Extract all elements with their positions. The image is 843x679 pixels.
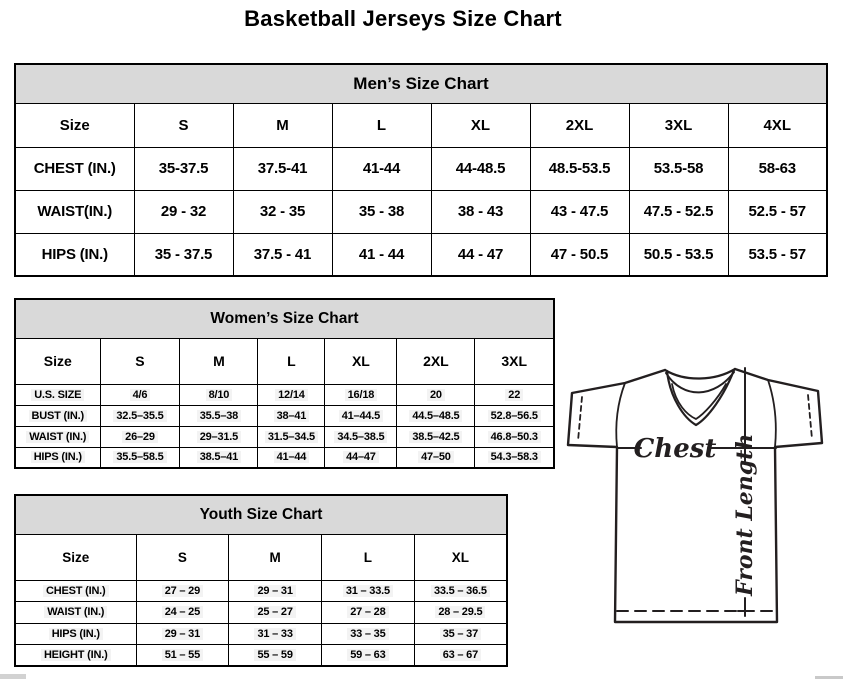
youth-header-row: [15, 534, 507, 580]
cutoff-ui-fragment-left: [0, 674, 26, 679]
mens-cell-value: 44 - 47: [431, 233, 530, 276]
youth-cell-value: 35 – 37: [414, 623, 507, 645]
mens-cell-value: 47.5 - 52.5: [629, 190, 728, 233]
mens-cell-value: 43 - 47.5: [530, 190, 629, 233]
womens-chart-title: Women’s Size Chart: [15, 299, 554, 338]
youth-cell-value: 59 – 63: [322, 645, 415, 667]
mens-column-header: S: [134, 103, 233, 147]
mens-cell-value: 50.5 - 53.5: [629, 233, 728, 276]
youth-table-row: [15, 602, 507, 624]
mens-cell-value: 41-44: [332, 147, 431, 190]
youth-cell-value: 31 – 33: [229, 623, 322, 645]
womens-cell-value: 31.5–34.5: [258, 426, 325, 447]
womens-row-label: WAIST (IN.): [15, 426, 100, 447]
womens-column-header: S: [100, 338, 180, 384]
youth-cell-value: 27 – 28: [322, 602, 415, 624]
womens-cell-value: 38.5–42.5: [397, 426, 475, 447]
womens-column-header: 3XL: [475, 338, 554, 384]
womens-cell-value: 22: [475, 384, 554, 405]
chest-label: Chest: [633, 434, 717, 464]
mens-cell-value: 58-63: [728, 147, 827, 190]
womens-table-row: [15, 384, 554, 405]
mens-column-header: XL: [431, 103, 530, 147]
mens-cell-value: 53.5-58: [629, 147, 728, 190]
womens-column-header: Size: [15, 338, 100, 384]
womens-row-label: BUST (IN.): [15, 405, 100, 426]
mens-chart-title: Men’s Size Chart: [15, 64, 827, 103]
youth-cell-value: 29 – 31: [229, 580, 322, 602]
mens-row-label: WAIST(IN.): [15, 190, 134, 233]
womens-table-row: [15, 426, 554, 447]
mens-cell-value: 44-48.5: [431, 147, 530, 190]
youth-cell-value: 27 – 29: [136, 580, 229, 602]
youth-cell-value: 29 – 31: [136, 623, 229, 645]
youth-cell-value: 24 – 25: [136, 602, 229, 624]
youth-cell-value: 51 – 55: [136, 645, 229, 667]
womens-cell-value: 16/18: [325, 384, 397, 405]
womens-cell-value: 4/6: [100, 384, 180, 405]
womens-cell-value: 26–29: [100, 426, 180, 447]
womens-cell-value: 29–31.5: [180, 426, 258, 447]
jersey-collar-arc-outer: [665, 369, 735, 379]
womens-cell-value: 38.5–41: [180, 447, 258, 468]
mens-row-label: HIPS (IN.): [15, 233, 134, 276]
womens-cell-value: 52.8–56.5: [475, 405, 554, 426]
womens-cell-value: 47–50: [397, 447, 475, 468]
youth-cell-value: 63 – 67: [414, 645, 507, 667]
womens-cell-value: 41–44.5: [325, 405, 397, 426]
womens-cell-value: 35.5–38: [180, 405, 258, 426]
mens-row-label: CHEST (IN.): [15, 147, 134, 190]
womens-cell-value: 8/10: [180, 384, 258, 405]
youth-cell-value: 31 – 33.5: [322, 580, 415, 602]
front-length-label: Front Length: [732, 433, 758, 596]
mens-cell-value: 47 - 50.5: [530, 233, 629, 276]
page-title: Basketball Jerseys Size Chart: [244, 6, 562, 31]
mens-table-row: [15, 233, 827, 276]
mens-column-header: 2XL: [530, 103, 629, 147]
mens-cell-value: 32 - 35: [233, 190, 332, 233]
womens-cell-value: 12/14: [258, 384, 325, 405]
youth-chart-title: Youth Size Chart: [15, 495, 507, 534]
womens-cell-value: 41–44: [258, 447, 325, 468]
youth-size-chart-table: [14, 494, 508, 667]
youth-cell-value: 33.5 – 36.5: [414, 580, 507, 602]
mens-cell-value: 37.5 - 41: [233, 233, 332, 276]
mens-cell-value: 53.5 - 57: [728, 233, 827, 276]
mens-cell-value: 35-37.5: [134, 147, 233, 190]
jersey-outline-drawing: [555, 360, 835, 632]
womens-header-row: [15, 338, 554, 384]
mens-column-header: Size: [15, 103, 134, 147]
womens-cell-value: 54.3–58.3: [475, 447, 554, 468]
youth-column-header: S: [136, 534, 229, 580]
mens-cell-value: 29 - 32: [134, 190, 233, 233]
womens-cell-value: 44.5–48.5: [397, 405, 475, 426]
jersey-measurement-diagram: [555, 360, 835, 632]
womens-cell-value: 44–47: [325, 447, 397, 468]
youth-table-row: [15, 645, 507, 667]
youth-column-header: M: [229, 534, 322, 580]
mens-cell-value: 35 - 37.5: [134, 233, 233, 276]
womens-column-header: M: [180, 338, 258, 384]
womens-size-chart-table: [14, 298, 555, 469]
womens-column-header: L: [258, 338, 325, 384]
womens-cell-value: 35.5–58.5: [100, 447, 180, 468]
womens-cell-value: 20: [397, 384, 475, 405]
mens-cell-value: 52.5 - 57: [728, 190, 827, 233]
youth-table-row: [15, 623, 507, 645]
mens-cell-value: 35 - 38: [332, 190, 431, 233]
mens-header-row: [15, 103, 827, 147]
mens-table-row: [15, 147, 827, 190]
youth-column-header: L: [322, 534, 415, 580]
womens-column-header: XL: [325, 338, 397, 384]
mens-cell-value: 48.5-53.5: [530, 147, 629, 190]
mens-cell-value: 41 - 44: [332, 233, 431, 276]
mens-cell-value: 37.5-41: [233, 147, 332, 190]
mens-size-chart-table: [14, 63, 828, 277]
youth-cell-value: 33 – 35: [322, 623, 415, 645]
womens-row-label: HIPS (IN.): [15, 447, 100, 468]
womens-cell-value: 46.8–50.3: [475, 426, 554, 447]
jersey-cuff-dash-right: [808, 395, 812, 439]
womens-table-row: [15, 405, 554, 426]
mens-column-header: M: [233, 103, 332, 147]
youth-table-row: [15, 580, 507, 602]
youth-row-label: CHEST (IN.): [15, 580, 136, 602]
mens-column-header: 3XL: [629, 103, 728, 147]
womens-row-label: U.S. SIZE: [15, 384, 100, 405]
jersey-body-outline: [568, 369, 822, 622]
womens-column-header: 2XL: [397, 338, 475, 384]
youth-cell-value: 28 – 29.5: [414, 602, 507, 624]
womens-cell-value: 32.5–35.5: [100, 405, 180, 426]
youth-cell-value: 25 – 27: [229, 602, 322, 624]
jersey-cuff-dash-left: [578, 397, 582, 441]
jersey-armhole-left: [616, 383, 625, 447]
womens-cell-value: 38–41: [258, 405, 325, 426]
womens-cell-value: 34.5–38.5: [325, 426, 397, 447]
youth-cell-value: 55 – 59: [229, 645, 322, 667]
mens-column-header: 4XL: [728, 103, 827, 147]
youth-column-header: Size: [15, 534, 136, 580]
mens-table-row: [15, 190, 827, 233]
youth-column-header: XL: [414, 534, 507, 580]
youth-row-label: HEIGHT (IN.): [15, 645, 136, 667]
mens-cell-value: 38 - 43: [431, 190, 530, 233]
womens-table-row: [15, 447, 554, 468]
youth-row-label: HIPS (IN.): [15, 623, 136, 645]
jersey-armhole-right: [768, 380, 776, 447]
youth-row-label: WAIST (IN.): [15, 602, 136, 624]
mens-column-header: L: [332, 103, 431, 147]
